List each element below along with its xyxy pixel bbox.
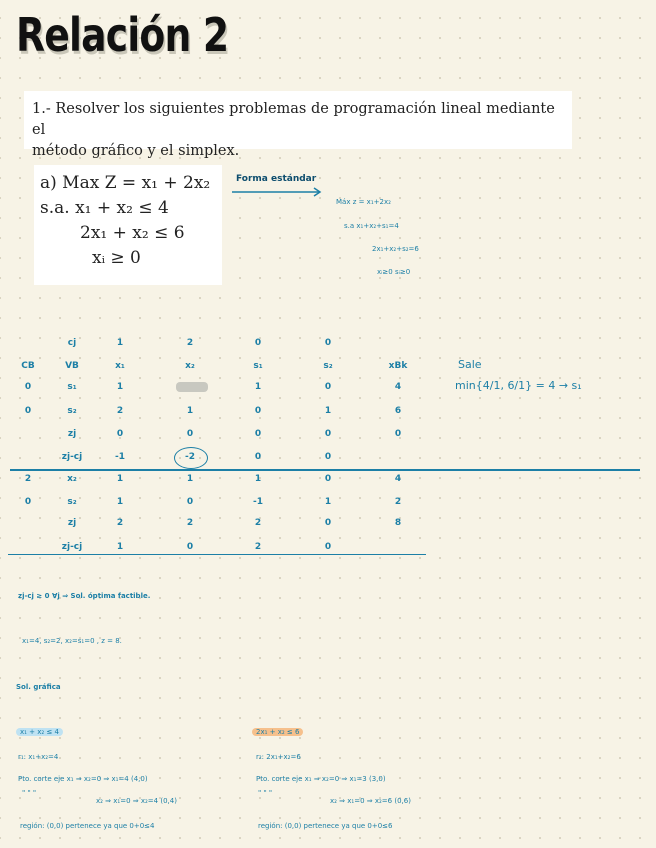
tableau-cell: s₂ [67, 497, 77, 507]
tableau-cell: 1 [116, 542, 124, 552]
tableau-cell: 1 [116, 497, 124, 507]
cj-value: 0 [254, 338, 262, 348]
column-header: x₁ [115, 361, 125, 371]
tableau-cell: 0 [186, 429, 194, 439]
tableau-cell: 0 [324, 542, 332, 552]
tableau-cell: 0 [24, 406, 32, 416]
tableau-cell: 2 [24, 474, 32, 484]
left-line-eq: r₁: x₁+x₂=4 [18, 753, 59, 761]
tableau-cell: 0 [324, 474, 332, 484]
cj-value: 1 [116, 338, 124, 348]
left-intercept-x1: Pto. corte eje x₁ ⇒ x₂=0 ⇒ x₁=4 (4,0) [18, 775, 148, 783]
column-header: xBk [388, 361, 408, 371]
tableau-cell: 0 [324, 382, 332, 392]
tableau-cell: 0 [254, 429, 262, 439]
cj-value: 0 [324, 338, 332, 348]
tableau-cell: 0 [186, 497, 194, 507]
problem-statement-line1: 1.- Resolver los siguientes problemas de programación lineal mediante el [32, 101, 555, 138]
right-intercept-x2: x₂ ⇒ x₁=0 ⇒ x₂=6 (0,6) [330, 797, 411, 805]
min-ratio: min{4/1, 6/1} = 4 → s₁ [455, 379, 582, 392]
tableau-cell: 0 [24, 382, 32, 392]
tableau-cell: 1 [324, 497, 332, 507]
right-intercept-x1: Pto. corte eje x₁ ⇒ x₂=0 ⇒ x₁=3 (3,0) [256, 775, 386, 783]
tableau-cell: 0 [324, 452, 332, 462]
tableau-cell: 0 [254, 452, 262, 462]
standard-form-label: Forma estándar [236, 174, 317, 184]
graphic-solution-heading: Sol. gráfica [16, 683, 61, 691]
left-intercept-x2: x₂ ⇒ x₁=0 ⇒ x₂=4 (0,4) [96, 797, 177, 805]
tableau-cell: 2 [394, 497, 402, 507]
problem-a-constraint2: 2x₁ + x₂ ≤ 6 [80, 223, 185, 243]
left-region: región: (0,0) pertenece ya que 0+0≤4 [20, 822, 155, 830]
tableau-bottom-line [8, 554, 426, 555]
problem-statement-line2: método gráfico y el simplex. [32, 143, 240, 159]
tableau-cell: -1 [115, 452, 125, 462]
tableau-cell: 0 [116, 429, 124, 439]
right-ditto: " " " [258, 789, 273, 797]
tableau-cell: 6 [394, 406, 402, 416]
tableau-cell: 0 [324, 429, 332, 439]
tableau-cell: zj [67, 518, 77, 528]
right-region: región: (0,0) pertenece ya que 0+0≤6 [258, 822, 393, 830]
tableau-cell: zj-cj [61, 542, 83, 552]
tableau-cell: zj-cj [61, 452, 83, 462]
tableau-cell: 2 [186, 518, 194, 528]
sale-label: Sale [458, 358, 482, 371]
standard-form-constraint1: s.a x₁+x₂+s₁=4 [344, 222, 399, 230]
optimality-conclusion: zj-cj ≥ 0 ∀j ⇒ Sol. óptima factible. [18, 592, 151, 600]
page-title: Relación 2 [16, 8, 229, 62]
column-header: VB [65, 361, 79, 371]
tableau-cell: 1 [324, 406, 332, 416]
tableau-cell: 1 [116, 474, 124, 484]
tableau-cell: x₂ [67, 474, 77, 484]
tableau-cell: 0 [186, 542, 194, 552]
tableau-cell: 4 [394, 382, 402, 392]
tableau-cell: 1 [254, 382, 262, 392]
standard-form-constraint2: 2x₁+x₂+s₂=6 [372, 245, 419, 253]
tableau-cell: 8 [394, 518, 402, 528]
tableau-cell: 2 [254, 542, 262, 552]
tableau-cell: 4 [394, 474, 402, 484]
right-constraint-tag: 2x₁ + x₂ ≤ 6 [252, 728, 303, 736]
tableau-cell: s₂ [67, 406, 77, 416]
problem-a-nonneg: xᵢ ≥ 0 [92, 248, 141, 268]
tableau-cell: zj [67, 429, 77, 439]
tableau-cell: -2 [185, 452, 195, 462]
tableau-cell: 1 [186, 406, 194, 416]
cj-value: 2 [186, 338, 194, 348]
tableau-cell: 0 [24, 497, 32, 507]
tableau-separator [10, 469, 640, 471]
tableau-cell: 1 [254, 474, 262, 484]
standard-form-nonneg: xᵢ≥0 sᵢ≥0 [377, 268, 411, 276]
entering-circle [174, 447, 208, 469]
tableau-cell: 0 [394, 429, 402, 439]
column-header: s₂ [323, 361, 333, 371]
tableau-cell: 2 [254, 518, 262, 528]
tableau-cell: 1 [186, 474, 194, 484]
problem-a-objective: a) Max Z = x₁ + 2x₂ [40, 173, 211, 193]
optimal-solution: x₁=4, s₂=2, x₂=s₁=0 , z = 8. [22, 637, 122, 645]
column-header: CB [21, 361, 35, 371]
problem-a-constraint1: s.a. x₁ + x₂ ≤ 4 [40, 198, 169, 218]
tableau-cell: 0 [254, 406, 262, 416]
tableau-cell: 2 [116, 406, 124, 416]
column-header: s₁ [253, 361, 263, 371]
column-header: x₂ [185, 361, 195, 371]
tableau-cell: 1 [116, 382, 124, 392]
tableau-cell: 2 [116, 518, 124, 528]
left-constraint-tag: x₁ + x₂ ≤ 4 [16, 728, 63, 736]
left-ditto: " " " [22, 789, 37, 797]
tableau-cell: s₁ [67, 382, 77, 392]
cj-label: cj [67, 338, 77, 348]
standard-form-objective: Máx z = x₁+2x₂ [336, 198, 391, 206]
tableau-cell: -1 [253, 497, 263, 507]
tableau-cell: 0 [324, 518, 332, 528]
right-line-eq: r₂: 2x₁+x₂=6 [256, 753, 301, 761]
pivot-highlight [176, 382, 208, 392]
